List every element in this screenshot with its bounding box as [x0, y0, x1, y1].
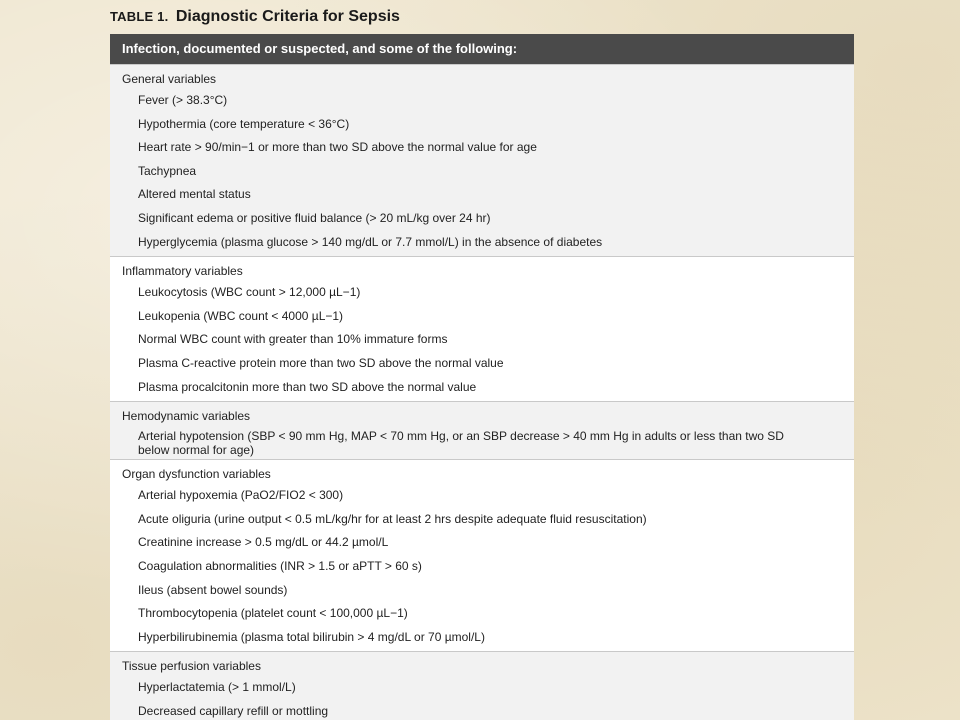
criterion-row: Arterial hypoxemia (PaO2/FIO2 < 300)	[138, 488, 344, 503]
criterion-row: Heart rate > 90/min−1 or more than two SD above the normal value for age	[138, 140, 537, 155]
criterion-row: Decreased capillary refill or mottling	[138, 703, 329, 718]
criterion-row: Normal WBC count with greater than 10% immature forms	[138, 332, 448, 347]
criterion-row: Hyperglycemia (plasma glucose > 140 mg/dL or 7.7 mmol/L) in the absence of diabetes	[138, 234, 603, 249]
section-title: General variables	[122, 72, 217, 86]
section-title: Inflammatory variables	[122, 264, 243, 279]
criterion-row: Leukocytosis (WBC count > 12,000 µL−1)	[138, 285, 361, 300]
table-header: Infection, documented or suspected, and some of the following:	[110, 34, 854, 64]
section-inflammatory-variables	[110, 256, 854, 401]
criterion-row: Plasma C-reactive protein more than two SD above the normal value	[138, 355, 504, 370]
table-caption	[110, 8, 854, 34]
section-general-variables	[110, 64, 854, 256]
criterion-row: Hyperlactatemia (> 1 mmol/L)	[138, 680, 296, 695]
criterion-row: Hypothermia (core temperature < 36°C)	[138, 116, 350, 131]
criterion-row: Fever (> 38.3°C)	[138, 93, 228, 107]
section-organ-dysfunction-variables	[110, 459, 854, 651]
criterion-row: Tachypnea	[138, 163, 197, 178]
table-title: Diagnostic Criteria for Sepsis	[175, 8, 400, 25]
criterion-row: Plasma procalcitonin more than two SD above the normal value	[138, 379, 477, 394]
criterion-row: Significant edema or positive fluid balance (> 20 mL/kg over 24 hr)	[138, 210, 491, 225]
criterion-row: Ileus (absent bowel sounds)	[138, 582, 288, 597]
section-title: Organ dysfunction variables	[122, 467, 271, 482]
section-hemodynamic-variables	[110, 401, 854, 459]
criterion-row: Coagulation abnormalities (INR > 1.5 or aPTT > 60 s)	[138, 558, 422, 573]
criterion-row: Arterial hypotension (SBP < 90 mm Hg, MAP < 70 mm Hg, or an SBP decrease > 40 mm Hg in adults or less than two SD below normal for age)	[138, 429, 784, 458]
section-title: Tissue perfusion variables	[122, 659, 261, 674]
table-label: TABLE 1.	[110, 9, 169, 24]
section-title: Hemodynamic variables	[122, 409, 251, 424]
criterion-row: Creatinine increase > 0.5 mg/dL or 44.2 µmol/L	[138, 535, 389, 550]
section-tissue-perfusion-variables	[110, 651, 854, 720]
diagnostic-criteria-table	[110, 34, 854, 720]
criterion-row: Hyperbilirubinemia (plasma total bilirubin > 4 mg/dL or 70 µmol/L)	[138, 629, 485, 644]
criterion-row: Leukopenia (WBC count < 4000 µL−1)	[138, 308, 344, 323]
criterion-row: Altered mental status	[138, 187, 251, 202]
criterion-row: Thrombocytopenia (platelet count < 100,000 µL−1)	[138, 606, 408, 621]
criterion-row: Acute oliguria (urine output < 0.5 mL/kg/hr for at least 2 hrs despite adequate fluid resuscitation)	[138, 511, 647, 526]
